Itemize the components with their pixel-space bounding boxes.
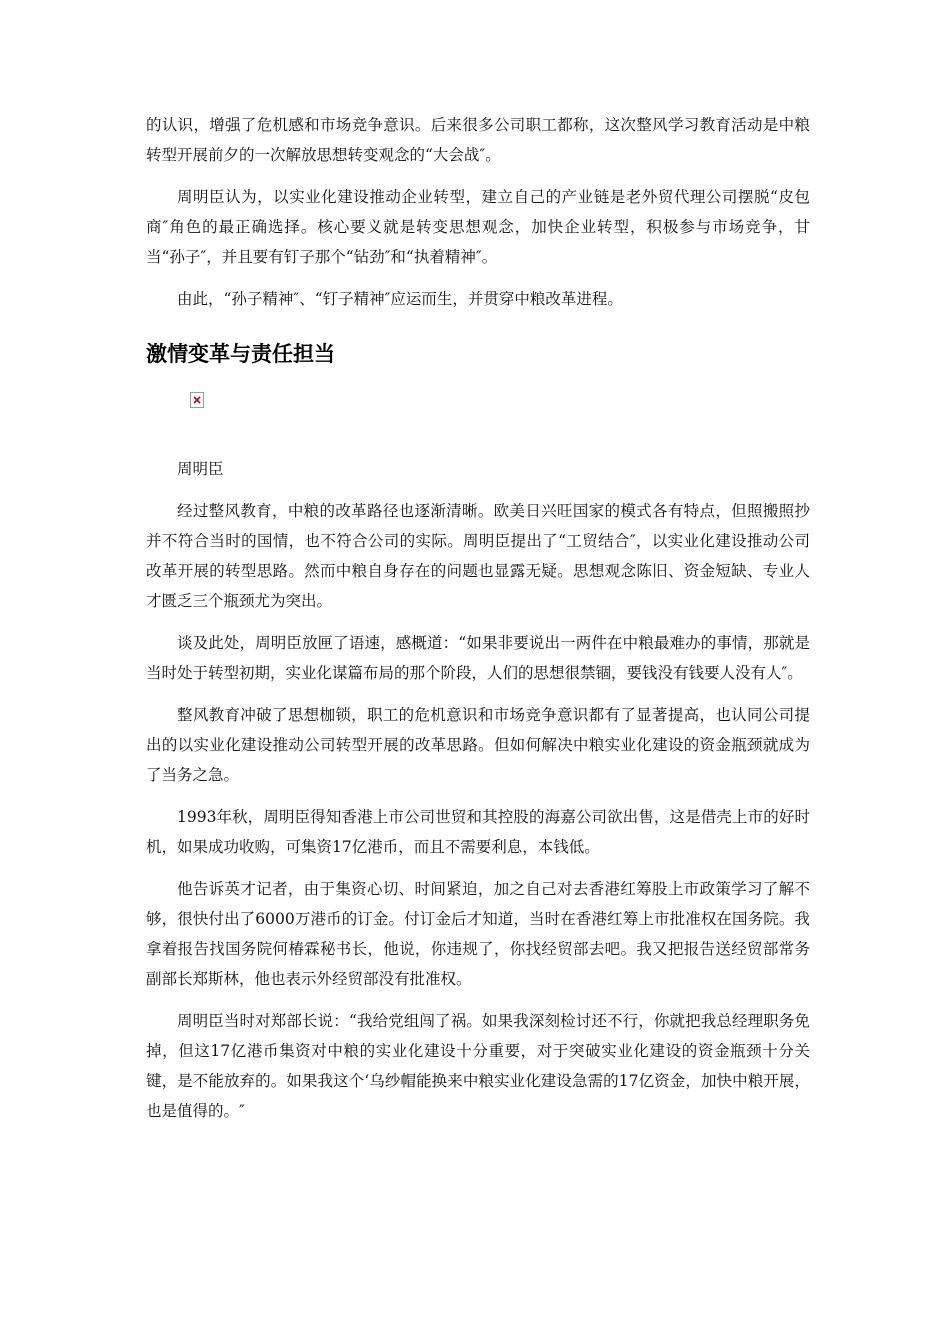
paragraph-5: 谈及此处，周明臣放匣了语速，感概道：“如果非要说出一两件在中粮最难办的事情，那就是当时处于转型初期，实业化谋篇布局的那个阶段，人们的思想很禁锢，要钱没有钱要人没有人″。 (146, 634, 810, 682)
red-x-icon (193, 396, 201, 404)
paragraph-6: 整风教育冲破了思想枷锁，职工的危机意识和市场竞争意识都有了显著提高，也认同公司提出的以实业化建设推动公司转型开展的改革思路。但如何解决中粮实业化建设的资金瓶颈就成为了当务之急。 (146, 706, 810, 784)
broken-image-icon (190, 392, 204, 408)
paragraph-9: 周明臣当时对郑部长说：“我给党组闯了祸。如果我深刻检讨还不行，你就把我总经理职务免掉，但这17亿港币集资对中粮的实业化建设十分重要，对于突破实业化建设的资金瓶颈十分关键，是不能放弃的。如果我这个‘乌纱帽能换来中粮实业化建设急需的17亿资金，加快中粮开展，也是值得的。″ (146, 1012, 810, 1120)
paragraph-8: 他告诉英才记者，由于集资心切、时间紧迫，加之自己对去香港红筹股上市政策学习了解不够，很快付出了6000万港币的订金。付订金后才知道，当时在香港红筹上市批准权在国务院。我拿着报告找国务院何椿霖秘书长，他说，你违规了，你找经贸部去吧。我又把报告送经贸部常务副部长郑斯林，他也表示外经贸部没有批准权。 (146, 880, 810, 988)
paragraph-4: 经过整风教育，中粮的改革路径也逐渐清晰。欧美日兴旺国家的模式各有特点，但照搬照抄并不符合当时的国情，也不符合公司的实际。周明臣提出了“工贸结合″，以实业化建设推动公司改革开展的转型思路。然而中粮自身存在的问题也显露无疑。思想观念陈旧、资金短缺、专业人才匮乏三个瓶颈尤为突出。 (146, 502, 810, 610)
paragraph-3: 由此，“孙子精神″、“钉子精神″应运而生，并贯穿中粮改革进程。 (177, 290, 623, 308)
image-caption: 周明臣 (177, 460, 224, 478)
paragraph-1: 的认识，增强了危机感和市场竞争意识。后来很多公司职工都称，这次整风学习教育活动是中粮转型开展前夕的一次解放思想转变观念的“大会战″。 (146, 116, 810, 164)
section-heading: 激情变革与责任担当 (146, 342, 335, 366)
document-page (146, 110, 810, 1126)
paragraph-2: 周明臣认为，以实业化建设推动企业转型，建立自己的产业链是老外贸代理公司摆脱“皮包商″角色的最正确选择。核心要义就是转变思想观念，加快企业转型，积极参与市场竞争，甘当“孙子″，并且要有钉子那个“钻劲″和“执着精神″。 (146, 188, 810, 266)
paragraph-7: 1993年秋，周明臣得知香港上市公司世贸和其控股的海嘉公司欲出售，这是借壳上市的好时机，如果成功收购，可集资17亿港币，而且不需要利息，本钱低。 (146, 808, 810, 856)
